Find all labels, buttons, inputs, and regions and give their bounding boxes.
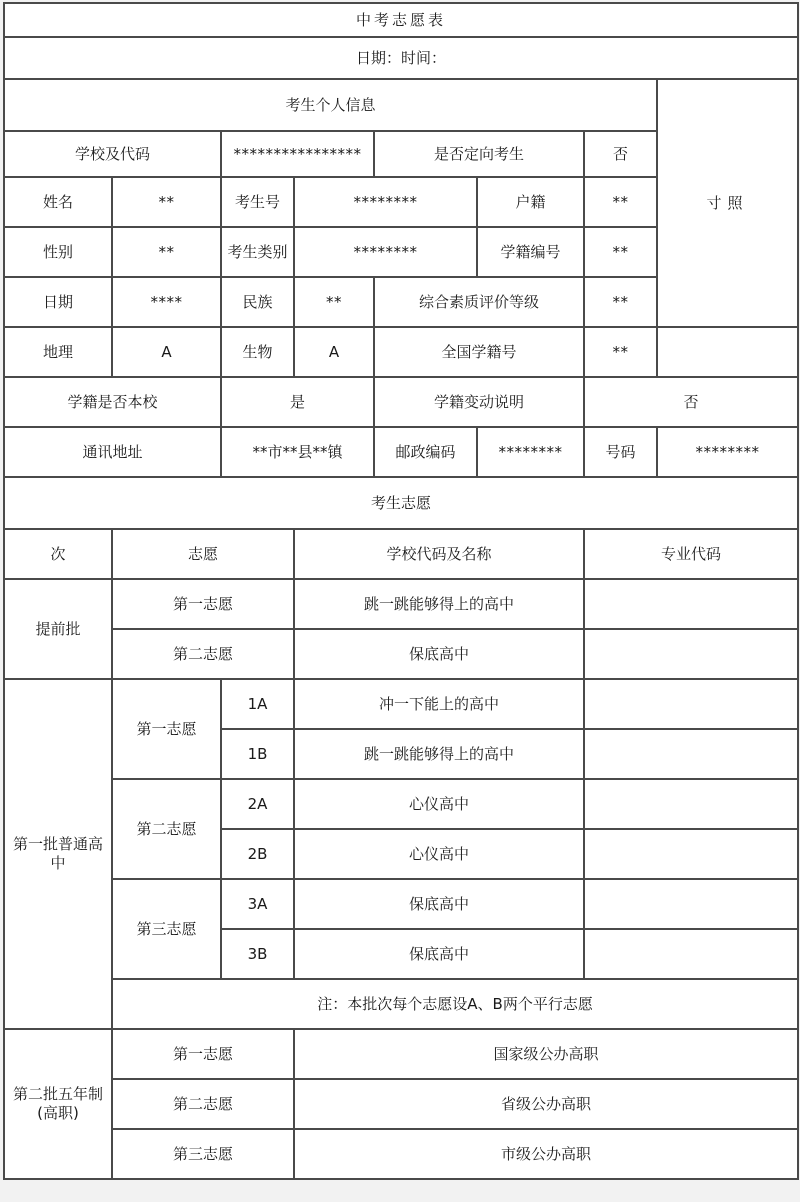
form-datetime-row [4, 37, 798, 79]
registry-number-label: 学籍编号 [477, 227, 584, 277]
info-row-subjects [4, 327, 798, 377]
second-batch-row-3 [4, 1129, 798, 1179]
geography-grade[interactable]: A [112, 327, 221, 377]
column-header-batch: 次 [4, 529, 112, 579]
datetime-line: 日期：时间： [4, 37, 798, 79]
volunteer-column-header-row [4, 529, 798, 579]
parallel-code: 1A [221, 679, 294, 729]
household-value[interactable]: ** [584, 177, 657, 227]
choice-label: 第一志愿 [112, 1029, 294, 1079]
choice-label: 第二志愿 [112, 629, 294, 679]
school-name-value[interactable]: 市级公办高职 [294, 1129, 798, 1179]
choice-label: 第二志愿 [112, 779, 221, 879]
name-label: 姓名 [4, 177, 112, 227]
page-bottom-margin [3, 1180, 797, 1202]
school-label: 学校及代码 [4, 131, 221, 177]
major-code-value[interactable] [584, 729, 798, 779]
school-name-value[interactable]: 跳一跳能够得上的高中 [294, 579, 584, 629]
first-batch-row-1a [4, 679, 798, 729]
column-header-school: 学校代码及名称 [294, 529, 584, 579]
advance-batch-row-2 [4, 629, 798, 679]
school-name-value[interactable]: 心仪高中 [294, 829, 584, 879]
batch-label-first: 第一批普通高中 [4, 679, 112, 1029]
choice-label: 第一志愿 [112, 679, 221, 779]
volunteer-section-header-row [4, 477, 798, 529]
school-name-value[interactable]: 保底高中 [294, 929, 584, 979]
exam-application-form [3, 2, 799, 1180]
phone-value[interactable]: ******** [657, 427, 798, 477]
first-batch-row-2a [4, 779, 798, 829]
batch-label-second: 第二批五年制(高职) [4, 1029, 112, 1179]
choice-label: 第二志愿 [112, 1079, 294, 1129]
advance-batch-row-1 [4, 579, 798, 629]
column-header-choice: 志愿 [112, 529, 294, 579]
registry-number-value[interactable]: ** [584, 227, 657, 277]
address-value[interactable]: **市**县**镇 [221, 427, 374, 477]
candidate-number-value[interactable]: ******** [294, 177, 477, 227]
second-batch-row-2 [4, 1079, 798, 1129]
gender-label: 性别 [4, 227, 112, 277]
parallel-code: 3B [221, 929, 294, 979]
choice-label: 第三志愿 [112, 1129, 294, 1179]
parallel-code: 2B [221, 829, 294, 879]
postcode-label: 邮政编码 [374, 427, 477, 477]
gender-value[interactable]: ** [112, 227, 221, 277]
registry-same-school-label: 学籍是否本校 [4, 377, 221, 427]
directed-candidate-label: 是否定向考生 [374, 131, 584, 177]
column-header-major: 专业代码 [584, 529, 798, 579]
registry-same-school-value[interactable]: 是 [221, 377, 374, 427]
major-code-value[interactable] [584, 679, 798, 729]
school-name-value[interactable]: 跳一跳能够得上的高中 [294, 729, 584, 779]
school-name-value[interactable]: 心仪高中 [294, 779, 584, 829]
major-code-value[interactable] [584, 929, 798, 979]
school-value[interactable]: **************** [221, 131, 374, 177]
national-registry-label: 全国学籍号 [374, 327, 584, 377]
batch-label-advance: 提前批 [4, 579, 112, 679]
second-batch-row-1 [4, 1029, 798, 1079]
first-batch-row-3a [4, 879, 798, 929]
postcode-value[interactable]: ******** [477, 427, 584, 477]
school-name-value[interactable]: 省级公办高职 [294, 1079, 798, 1129]
school-name-value[interactable]: 国家级公办高职 [294, 1029, 798, 1079]
household-label: 户籍 [477, 177, 584, 227]
candidate-category-label: 考生类别 [221, 227, 294, 277]
school-name-value[interactable]: 冲一下能上的高中 [294, 679, 584, 729]
personal-section-header-row [4, 79, 798, 131]
address-label: 通讯地址 [4, 427, 221, 477]
choice-label: 第一志愿 [112, 579, 294, 629]
first-batch-note: 注：本批次每个志愿设A、B两个平行志愿 [112, 979, 798, 1029]
candidate-number-label: 考生号 [221, 177, 294, 227]
quality-grade-value[interactable]: ** [584, 277, 657, 327]
parallel-code: 2A [221, 779, 294, 829]
national-registry-value[interactable]: ** [584, 327, 657, 377]
major-code-value[interactable] [584, 879, 798, 929]
geography-label: 地理 [4, 327, 112, 377]
volunteer-section-header: 考生志愿 [4, 477, 798, 529]
parallel-code: 1B [221, 729, 294, 779]
major-code-value[interactable] [584, 579, 798, 629]
page-title: 中考志愿表 [4, 3, 798, 37]
major-code-value[interactable] [584, 779, 798, 829]
birthdate-label: 日期 [4, 277, 112, 327]
personal-section-header: 考生个人信息 [4, 79, 657, 131]
birthdate-value[interactable]: **** [112, 277, 221, 327]
registry-change-value[interactable]: 否 [584, 377, 798, 427]
major-code-value[interactable] [584, 629, 798, 679]
choice-label: 第三志愿 [112, 879, 221, 979]
name-value[interactable]: ** [112, 177, 221, 227]
address-row [4, 427, 798, 477]
major-code-value[interactable] [584, 829, 798, 879]
ethnicity-value[interactable]: ** [294, 277, 374, 327]
first-batch-note-row [4, 979, 798, 1029]
photo-placeholder-cell: 寸照 [657, 79, 798, 327]
phone-label: 号码 [584, 427, 657, 477]
photo-column-filler [657, 327, 798, 377]
biology-grade[interactable]: A [294, 327, 374, 377]
school-name-value[interactable]: 保底高中 [294, 879, 584, 929]
directed-candidate-value[interactable]: 否 [584, 131, 657, 177]
school-name-value[interactable]: 保底高中 [294, 629, 584, 679]
candidate-category-value[interactable]: ******** [294, 227, 477, 277]
quality-grade-label: 综合素质评价等级 [374, 277, 584, 327]
form-title-row [4, 3, 798, 37]
biology-label: 生物 [221, 327, 294, 377]
ethnicity-label: 民族 [221, 277, 294, 327]
parallel-code: 3A [221, 879, 294, 929]
registry-change-label: 学籍变动说明 [374, 377, 584, 427]
registry-row [4, 377, 798, 427]
